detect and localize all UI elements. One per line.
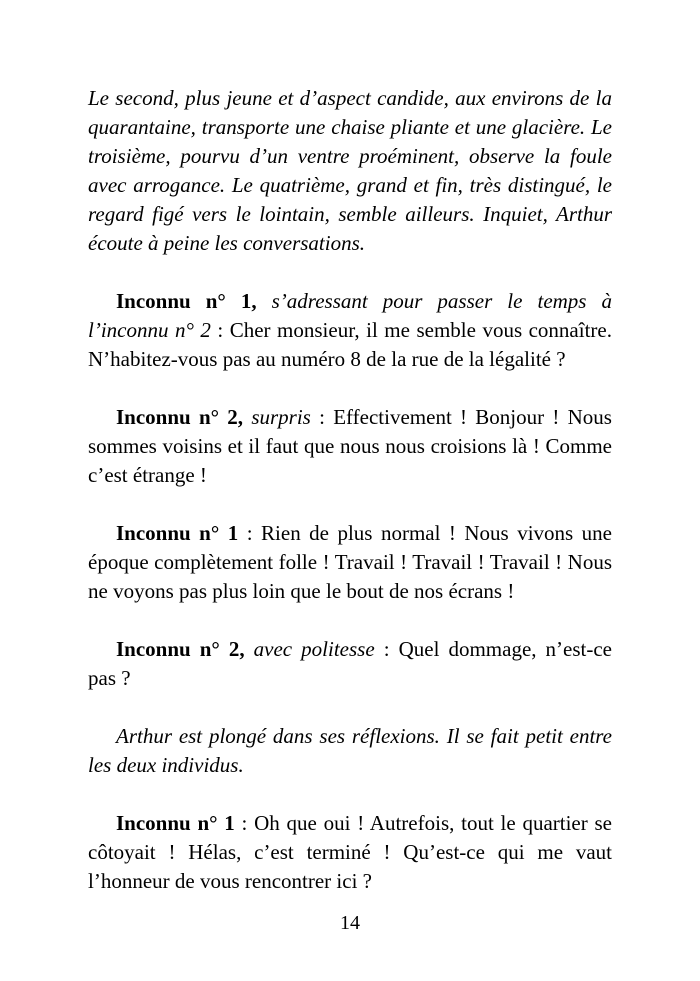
dialogue-text: : Oh que oui ! Autrefois, tout le quartier se côtoyait ! Hélas, c’est terminé ! Qu’est-ce qui me vaut l’honneur de vous rencontrer ici ? [88, 811, 612, 893]
stage-direction-paragraph [88, 84, 612, 258]
stage-cue: s’adressant pour passer le temps à l’inconnu n° 2 [88, 289, 613, 342]
stage-direction-text: Arthur est plongé dans ses réflexions. Il se fait petit entre les deux individus. [88, 724, 612, 777]
dialogue-paragraph [88, 635, 612, 693]
speaker-name: Inconnu n° 2, [116, 637, 245, 661]
dialogue-text: : Rien de plus normal ! Nous vivons une époque complètement folle ! Travail ! Travail ! Travail ! Nous ne voyons pas plus loin que le bout de nos écrans ! [88, 521, 612, 603]
dialogue-paragraph [88, 403, 612, 490]
page-text [88, 84, 612, 896]
speaker-name: Inconnu n° 1 [116, 811, 235, 835]
dialogue-paragraph [88, 287, 612, 374]
page-footer [0, 910, 700, 936]
dialogue-text: : Effectivement ! Bonjour ! Nous sommes voisins et il faut que nous nous croisions là ! Comme c’est étrange ! [88, 405, 612, 487]
speaker-name: Inconnu n° 1 [116, 521, 239, 545]
speaker-name: Inconnu n° 2, [116, 405, 244, 429]
dialogue-paragraph [88, 519, 612, 606]
page-number: 14 [340, 912, 360, 934]
stage-cue: surpris [243, 405, 311, 429]
dialogue-text: : Quel dommage, n’est-ce pas ? [88, 637, 613, 690]
dialogue-paragraph [88, 809, 612, 896]
stage-direction-paragraph [88, 722, 612, 780]
speaker-name: Inconnu n° 1, [116, 289, 257, 313]
dialogue-text: : Cher monsieur, il me semble vous connaître. N’habitez-vous pas au numéro 8 de la rue de la légalité ? [88, 318, 612, 371]
stage-direction-text: Le second, plus jeune et d’aspect candide, aux environs de la quarantaine, transporte une chaise pliante et une glacière. Le troisième, pourvu d’un ventre proéminent, observe la foule avec arrogance. Le quatrième, grand et fin, très distingué, le regard figé vers le lointain, semble ailleurs. Inquiet, Arthur écoute à peine les conversations. [88, 86, 612, 255]
stage-cue: avec politesse [244, 637, 375, 661]
